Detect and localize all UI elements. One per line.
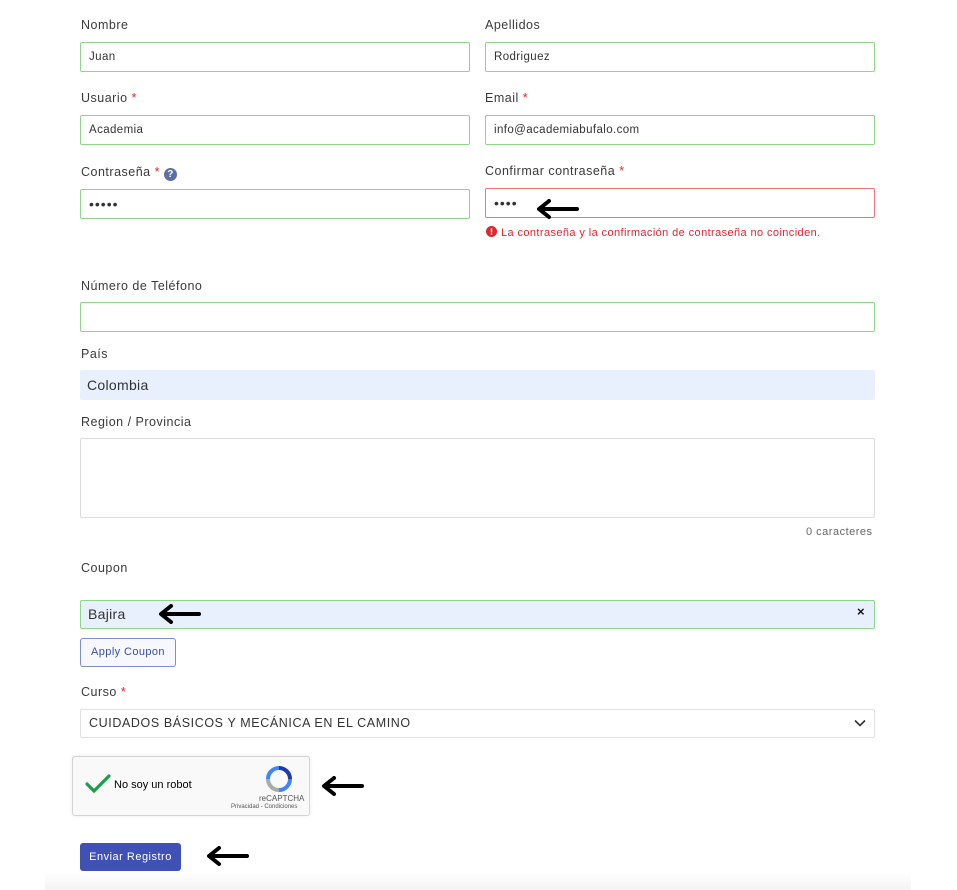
pais-select[interactable]: Colombia [80,370,875,400]
arrow-left-icon [157,604,201,624]
coupon-label: Coupon [81,561,128,575]
curso-value: CUIDADOS BÁSICOS Y MECÁNICA EN EL CAMINO [89,716,411,730]
help-icon[interactable]: ? [164,168,177,181]
required-marker: * [131,91,137,105]
apellidos-label: Apellidos [485,18,541,32]
arrow-left-icon [535,199,579,219]
required-marker: * [619,164,625,178]
telefono-label: Número de Teléfono [81,279,203,293]
checkmark-icon[interactable] [85,774,111,794]
pais-label: País [81,347,109,361]
email-input[interactable]: info@academiabufalo.com [485,115,875,145]
password-mismatch-error [486,226,821,239]
recaptcha-brand: reCAPTCHA [259,794,305,803]
required-marker: * [154,165,160,179]
error-text: La contraseña y la confirmación de contraseña no coinciden. [501,227,821,239]
confirmar-label: Confirmar contraseña * [485,164,625,178]
coupon-value: Bajira [88,606,126,622]
contrasena-input[interactable]: ••••• [80,189,470,219]
error-icon [486,226,497,237]
recaptcha-logo-icon [265,765,293,793]
nombre-input[interactable]: Juan [80,42,470,72]
apellidos-input[interactable]: Rodriguez [485,42,875,72]
region-label: Region / Provincia [81,415,192,429]
curso-select[interactable] [80,709,875,738]
nombre-label: Nombre [81,18,129,32]
clear-icon[interactable]: × [857,604,865,619]
email-label: Email * [485,91,529,105]
chevron-down-icon [854,719,866,727]
curso-label: Curso * [81,685,127,699]
apply-coupon-button[interactable]: Apply Coupon [80,638,176,667]
recaptcha-widget [72,756,310,816]
page-bottom-edge [45,872,911,890]
arrow-left-icon [205,846,249,866]
recaptcha-label: No soy un robot [114,779,192,791]
usuario-input[interactable]: Academia [80,115,470,145]
char-counter: 0 caracteres [806,526,873,538]
arrow-left-icon [320,776,364,796]
confirmar-input[interactable]: •••• [485,188,875,218]
required-marker: * [522,91,529,105]
region-textarea[interactable] [80,438,875,518]
contrasena-label: Contraseña * ? [81,164,177,181]
recaptcha-links[interactable]: Privacidad - Condiciones [231,804,298,810]
required-marker: * [120,685,127,699]
telefono-input[interactable] [80,302,875,332]
enviar-registro-button[interactable]: Enviar Registro [80,843,181,871]
usuario-label: Usuario * [81,91,137,105]
